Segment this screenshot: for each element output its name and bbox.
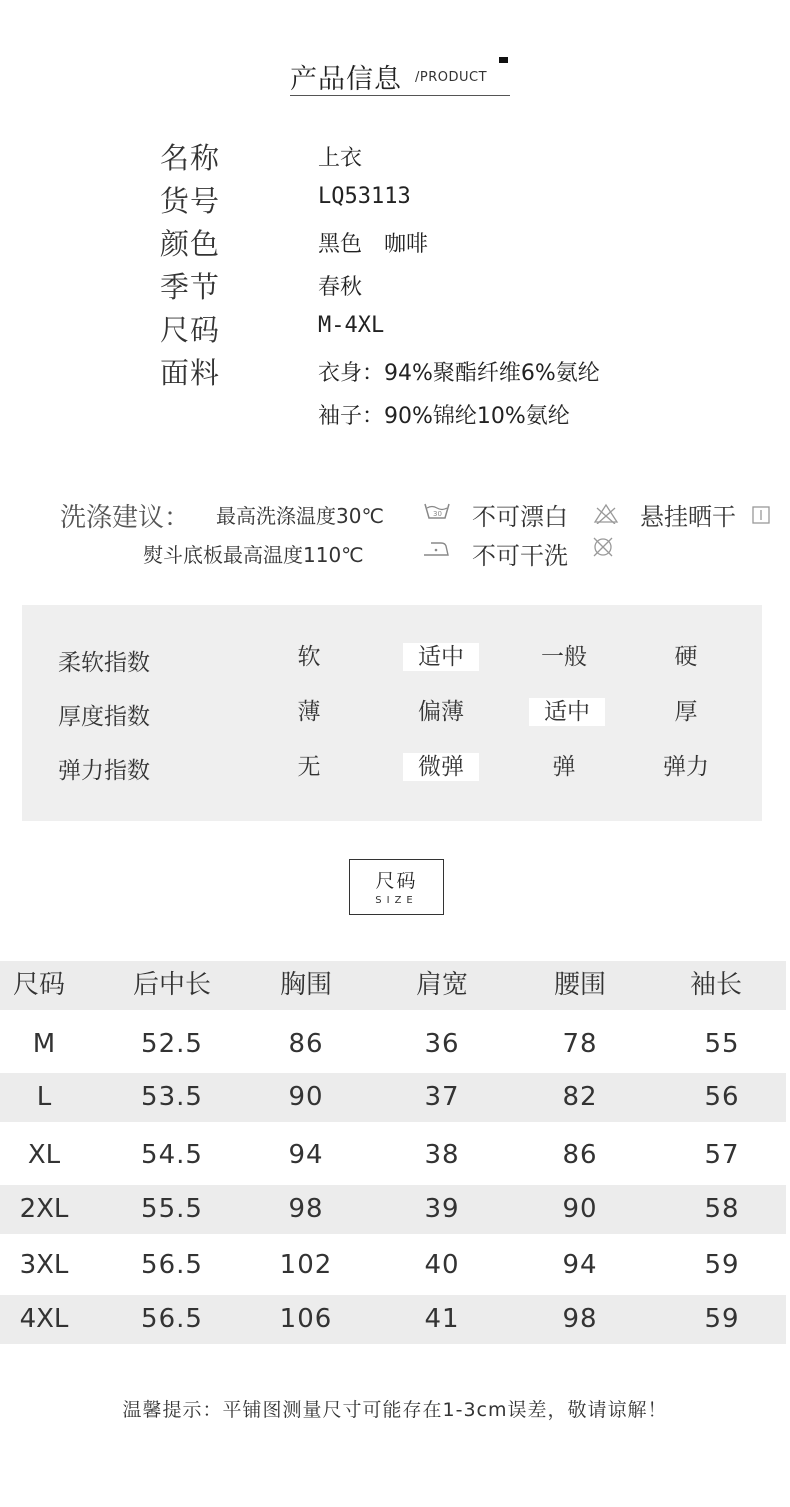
no-dry-clean-icon xyxy=(591,535,615,564)
index-option-selected: 适中 xyxy=(529,698,605,726)
table-cell: 40 xyxy=(424,1250,460,1280)
table-cell: 41 xyxy=(424,1304,460,1334)
table-cell: 55 xyxy=(704,1029,740,1059)
iron-temp-text: 熨斗底板最高温度110℃ xyxy=(143,543,364,567)
index-option: 弹 xyxy=(552,754,576,780)
index-option-selected: 适中 xyxy=(403,643,479,671)
size-badge-cn: 尺码 xyxy=(375,870,418,892)
wash-basin-icon xyxy=(423,500,451,527)
index-option: 厚 xyxy=(674,699,698,725)
table-header-cell: 胸围 xyxy=(279,970,332,1000)
header-mark-icon xyxy=(499,57,508,63)
table-cell: 94 xyxy=(562,1250,598,1280)
table-cell: 55.5 xyxy=(141,1194,203,1224)
table-cell: 86 xyxy=(288,1029,324,1059)
table-row xyxy=(0,1185,786,1234)
table-cell: 56 xyxy=(704,1082,740,1112)
fabric-index-panel xyxy=(22,605,762,821)
table-cell: 3XL xyxy=(19,1250,69,1280)
info-value-fabric-sleeve: 袖子：90%锦纶10%氨纶 xyxy=(318,404,570,429)
table-header-cell: 肩宽 xyxy=(415,970,468,1000)
table-cell: 56.5 xyxy=(141,1250,203,1280)
no-bleach-text: 不可漂白 xyxy=(472,503,568,531)
table-cell: 39 xyxy=(424,1194,460,1224)
info-label-sku: 货号 xyxy=(160,184,221,218)
table-cell: 86 xyxy=(562,1140,598,1170)
wash-temp-text: 最高洗涤温度30℃ xyxy=(216,504,384,528)
table-cell: 57 xyxy=(704,1140,740,1170)
table-cell: 56.5 xyxy=(141,1304,203,1334)
table-cell: 53.5 xyxy=(141,1082,203,1112)
table-cell: 4XL xyxy=(19,1304,69,1334)
size-badge-en: SIZE xyxy=(375,895,418,906)
table-cell: 78 xyxy=(562,1029,598,1059)
table-header-row xyxy=(0,961,786,1010)
table-header-cell: 后中长 xyxy=(132,970,211,1000)
table-cell: 52.5 xyxy=(141,1029,203,1059)
table-cell: 38 xyxy=(424,1140,460,1170)
no-dry-clean-text: 不可干洗 xyxy=(472,542,568,570)
info-label-fabric: 面料 xyxy=(160,356,221,390)
table-cell: 36 xyxy=(424,1029,460,1059)
table-cell: 59 xyxy=(704,1304,740,1334)
index-option: 一般 xyxy=(541,644,587,670)
index-option: 软 xyxy=(297,644,321,670)
section-header-product xyxy=(290,57,510,96)
table-cell: 59 xyxy=(704,1250,740,1280)
info-value-fabric-body: 衣身：94%聚酯纤维6%氨纶 xyxy=(318,361,600,386)
table-cell: 98 xyxy=(288,1194,324,1224)
table-row xyxy=(0,1131,786,1180)
index-label-softness: 柔软指数 xyxy=(58,650,150,676)
measurement-tip: 温馨提示：平铺图测量尺寸可能存在1-3cm误差，敬请谅解！ xyxy=(122,1399,668,1421)
section-title: 产品信息 xyxy=(290,64,402,95)
info-value-season: 春秋 xyxy=(318,275,363,300)
table-row xyxy=(0,1020,786,1069)
index-option: 薄 xyxy=(297,699,321,725)
table-cell: 2XL xyxy=(19,1194,69,1224)
index-option: 无 xyxy=(297,754,321,780)
table-cell: 106 xyxy=(279,1304,333,1334)
index-option-selected: 微弹 xyxy=(403,753,479,781)
table-cell: 90 xyxy=(562,1194,598,1224)
size-badge xyxy=(349,859,444,915)
info-value-name: 上衣 xyxy=(318,146,363,171)
table-cell: 90 xyxy=(288,1082,324,1112)
table-cell: 102 xyxy=(279,1250,333,1280)
info-value-size: M-4XL xyxy=(318,313,385,338)
info-label-name: 名称 xyxy=(160,141,221,175)
table-cell: 58 xyxy=(704,1194,740,1224)
table-cell: M xyxy=(32,1029,56,1059)
no-bleach-icon xyxy=(593,502,619,529)
iron-icon xyxy=(421,538,451,563)
index-label-elasticity: 弹力指数 xyxy=(58,758,150,784)
table-cell: L xyxy=(36,1082,52,1112)
index-option: 弹力 xyxy=(663,754,709,780)
table-cell: 54.5 xyxy=(141,1140,203,1170)
info-label-size: 尺码 xyxy=(160,313,221,347)
info-label-season: 季节 xyxy=(160,270,221,304)
info-value-color: 黑色 咖啡 xyxy=(318,232,429,257)
index-option: 偏薄 xyxy=(418,699,464,725)
table-header-cell: 腰围 xyxy=(553,970,606,1000)
hang-dry-icon xyxy=(752,505,770,529)
table-cell: 94 xyxy=(288,1140,324,1170)
table-cell: 82 xyxy=(562,1082,598,1112)
table-row xyxy=(0,1295,786,1344)
table-cell: 98 xyxy=(562,1304,598,1334)
section-subtitle: /PRODUCT xyxy=(415,70,488,85)
info-value-sku: LQ53113 xyxy=(318,184,411,209)
wash-title: 洗涤建议： xyxy=(60,503,191,533)
index-option: 硬 xyxy=(674,644,698,670)
table-cell: XL xyxy=(27,1140,61,1170)
table-row xyxy=(0,1073,786,1122)
info-label-color: 颜色 xyxy=(160,227,221,261)
index-label-thickness: 厚度指数 xyxy=(58,704,150,730)
table-header-cell: 袖长 xyxy=(689,970,742,1000)
svg-text:30: 30 xyxy=(433,510,442,518)
table-header-cell: 尺码 xyxy=(12,970,65,1000)
table-row xyxy=(0,1241,786,1290)
table-cell: 37 xyxy=(424,1082,460,1112)
hang-dry-text: 悬挂晒干 xyxy=(640,503,736,531)
